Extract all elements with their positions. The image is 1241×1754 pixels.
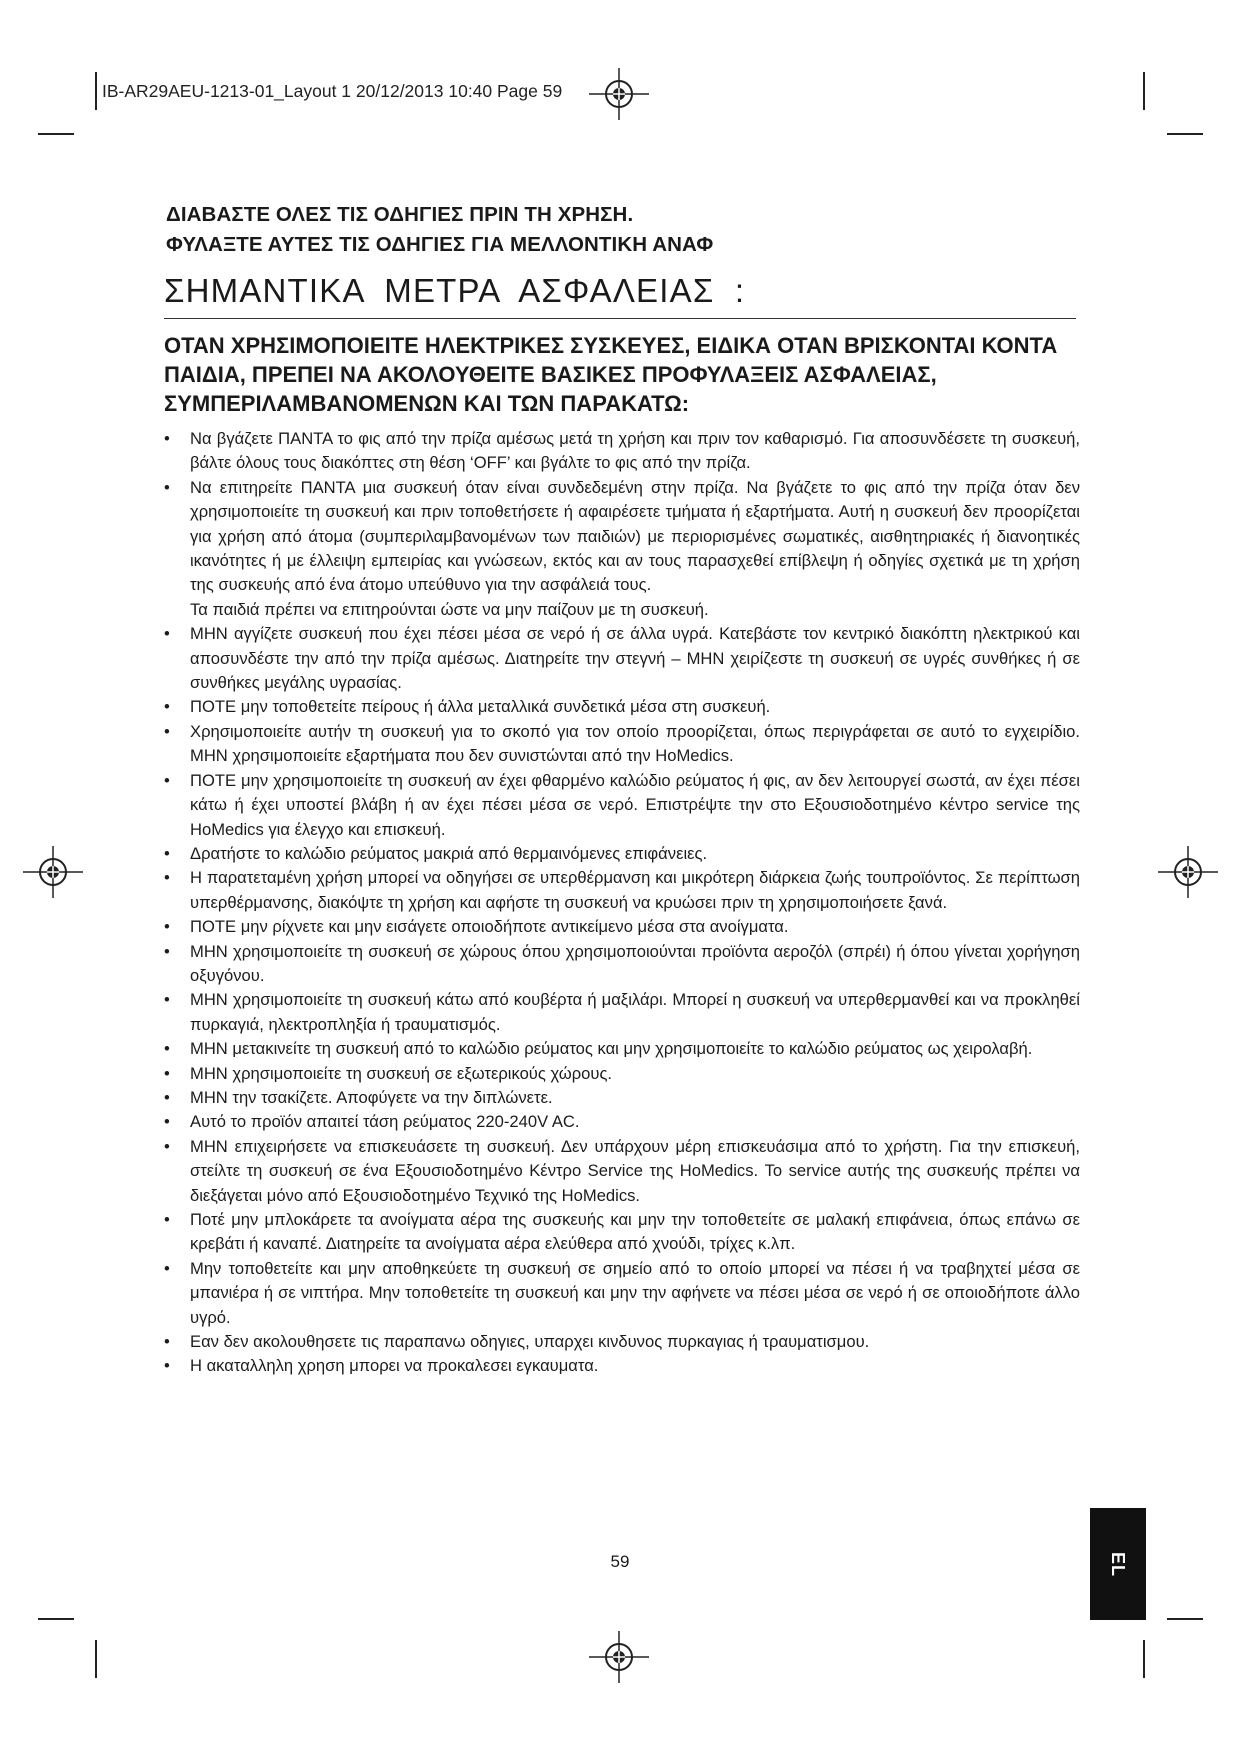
crop-mark: [1167, 1618, 1203, 1620]
page-title: ΣΗΜΑΝΤΙΚΑ ΜΕΤΡΑ ΑΣΦΑΛΕΙΑΣ :: [164, 272, 746, 309]
registration-mark-icon: [23, 842, 83, 902]
list-item: • ΜΗΝ αγγίζετε συσκευή που έχει πέσει μέσα σε νερό ή σε άλλα υγρά. Κατεβάστε τον κεντρικό διακόπτη ηλεκτρικού και αποσυνδέστε την από την πρίζα αμέσως. Διατηρείτε την στεγνή – ΜΗΝ χειρίζεστε τη συσκευή σε υγρές συνθήκες ή σε συνθήκες μεγάλης υγρασίας.: [160, 622, 1080, 695]
registration-mark-icon: [1158, 842, 1218, 902]
list-item: • Αυτό το προϊόν απαιτεί τάση ρεύματος 220-240V AC.: [160, 1110, 1080, 1134]
registration-mark-icon: [589, 64, 649, 124]
list-item: • Η παρατεταμένη χρήση μπορεί να οδηγήσει σε υπερθέρμανση και μικρότερη διάρκεια ζωής τουπροϊόντος. Σε περίπτωση υπερθέρμανσης, διακόψτε τη χρήση και αφήστε τη συσκευή να κρυώσει πριν τη χρησιμοποιήσετε ξανά.: [160, 866, 1080, 915]
print-slug-line: IB-AR29AEU-1213-01_Layout 1 20/12/2013 10:40 Page 59: [102, 81, 563, 101]
crop-mark: [38, 133, 74, 135]
crop-mark: [1143, 1640, 1145, 1678]
safety-sub-heading: ΟΤΑΝ ΧΡΗΣΙΜΟΠΟΙΕΙΤΕ ΗΛΕΚΤΡΙΚΕΣ ΣΥΣΚΕΥΕΣ, ΕΙΔΙΚΑ ΟΤΑΝ ΒΡΙΣΚΟΝΤΑΙ ΚΟΝΤΑ ΠΑΙΔΙΑ, ΠΡΕΠΕΙ ΝΑ ΑΚΟΛΟΥΘΕΙΤΕ ΒΑΣΙΚΕΣ ΠΡΟΦΥΛΑΞΕΙΣ ΑΣΦΑΛΕΙΑΣ, ΣΥΜΠΕΡΙΛΑΜΒΑΝΟΜΕΝΩΝ ΚΑΙ ΤΩΝ ΠΑΡΑΚΑΤΩ:: [164, 333, 1058, 416]
list-item: • Ποτέ μην μπλοκάρετε τα ανοίγματα αέρα της συσκευής και μην την τοποθετείτε σε μαλακή επιφάνεια, όπως επάνω σε κρεβάτι ή καναπέ. Διατηρείτε τα ανοίγματα αέρα ελεύθερα από χνούδι, τρίχες κ.λπ.: [160, 1208, 1080, 1257]
heading-line-2: ΦΥΛΑΞΤΕ ΑΥΤΕΣ ΤΙΣ ΟΔΗΓΙΕΣ ΓΙΑ ΜΕΛΛΟΝΤΙΚΗ ΑΝΑΦ: [166, 233, 714, 256]
heading-line-1: ΔΙΑΒΑΣΤΕ ΟΛΕΣ ΤΙΣ ΟΔΗΓΙΕΣ ΠΡΙΝ ΤΗ ΧΡΗΣΗ.: [166, 203, 634, 226]
crop-mark: [95, 72, 97, 110]
list-item: • ΠΟΤΕ μην τοποθετείτε πείρους ή άλλα μεταλλικά συνδετικά μέσα στη συσκευή.: [160, 695, 1080, 719]
list-item: • Η ακαταλληλη χρηση μπορει να προκαλεσει εγκαυματα.: [160, 1354, 1080, 1378]
list-item: • Να επιτηρείτε ΠΑΝΤΑ μια συσκευή όταν είναι συνδεδεμένη στην πρίζα. Να βγάζετε το φις από την πρίζα όταν δεν χρησιμοποιείτε τη συσκευή και πριν τοποθετήσετε ή αφαιρέσετε τμήματα ή εξαρτήματα. Αυτή η συσκευή δεν προορίζεται για χρήση από άτομα (συμπεριλαμβανομένων των παιδιών) με περιορισμένες σωματικές, αισθητηριακές ή διανοητικές ικανότητες ή με έλλειψη εμπειρίας και γνώσεων, εκτός και αν τους παρασχεθεί επίβλεψη ή οδηγίες σχετικά με τη χρήση της συσκευής από ένα άτομο υπεύθυνο για την ασφάλειά τους.: [160, 476, 1080, 598]
list-item: • ΜΗΝ χρησιμοποιείτε τη συσκευή σε χώρους όπου χρησιμοποιούνται προϊόντα αεροζόλ (σπρέι) ή όπου γίνεται χορήγηση οξυγόνου.: [160, 940, 1080, 989]
language-tab: [1090, 1508, 1146, 1620]
crop-mark: [1143, 72, 1145, 110]
list-item: • Χρησιμοποιείτε αυτήν τη συσκευή για το σκοπό για τον οποίο προορίζεται, όπως περιγράφεται σε αυτό το εγχειρίδιο. ΜΗΝ χρησιμοποιείτε εξαρτήματα που δεν συνιστώνται από την HoMedics.: [160, 720, 1080, 769]
page-number: 59: [610, 1552, 630, 1571]
list-item: • ΜΗΝ μετακινείτε τη συσκευή από το καλώδιο ρεύματος και μην χρησιμοποιείτε το καλώδιο ρεύματος ως χειρολαβή.: [160, 1037, 1080, 1061]
list-item: Τα παιδιά πρέπει να επιτηρούνται ώστε να μην παίζουν με τη συσκευή.: [190, 599, 709, 619]
safety-instructions-list: [160, 427, 1080, 1379]
list-item: • Εαν δεν ακολουθησετε τις παραπανω οδηγιες, υπαρχει κινδυνος πυρκαγιας ή τραυματισμου.: [160, 1330, 1080, 1354]
list-item: • Δρατήστε το καλώδιο ρεύματος μακριά από θερμαινόμενες επιφάνειες.: [160, 842, 1080, 866]
list-item: • ΜΗΝ την τσακίζετε. Αποφύγετε να την διπλώνετε.: [160, 1086, 1080, 1110]
list-item: • ΠΟΤΕ μην χρησιμοποιείτε τη συσκευή αν έχει φθαρμένο καλώδιο ρεύματος ή φις, αν δεν λειτουργεί σωστά, αν έχει πέσει κάτω ή έχει υποστεί βλάβη ή αν έχει πέσει μέσα σε νερό. Επιστρέψτε την στο Εξουσιοδοτημένο κέντρο service της HoMedics για έλεγχο και επισκευή.: [160, 769, 1080, 842]
list-item: • Μην τοποθετείτε και μην αποθηκεύετε τη συσκευή σε σημείο από το οποίο μπορεί να πέσει ή να τραβηχτεί μέσα σε μπανιέρα ή σε νιπτήρα. Μην τοποθετείτε τη συσκευή και μην την αφήνετε να πέσει μέσα σε νερό ή σε οποιοδήποτε άλλο υγρό.: [160, 1257, 1080, 1330]
list-item: • ΜΗΝ χρησιμοποιείτε τη συσκευή σε εξωτερικούς χώρους.: [160, 1062, 1080, 1086]
list-item: • ΜΗΝ χρησιμοποιείτε τη συσκευή κάτω από κουβέρτα ή μαξιλάρι. Μπορεί η συσκευή να υπερθερμανθεί και να προκληθεί πυρκαγιά, ηλεκτροπληξία ή τραυματισμός.: [160, 988, 1080, 1037]
crop-mark: [1167, 133, 1203, 135]
language-tab-label: EL: [1108, 1551, 1129, 1577]
list-item: • Να βγάζετε ΠΑΝΤΑ το φις από την πρίζα αμέσως μετά τη χρήση και πριν τον καθαρισμό. Για αποσυνδέσετε τη συσκευή, βάλτε όλους τους διακόπτες στη θέση ‘OFF’ και βγάλτε το φις από την πρίζα.: [160, 427, 1080, 476]
list-item: • ΜΗΝ επιχειρήσετε να επισκευάσετε τη συσκευή. Δεν υπάρχουν μέρη επισκευάσιμα από το χρήστη. Για την επισκευή, στείλτε τη συσκευή σε ένα Εξουσιοδοτημένο Κέντρο Service της HoMedics. Το service αυτής της συσκευής πρέπει να διεξάγεται μόνο από Εξουσιοδοτημένο Τεχνικό της HoMedics.: [160, 1135, 1080, 1208]
title-divider: [164, 318, 1076, 319]
crop-mark: [95, 1640, 97, 1678]
list-item: • ΠΟΤΕ μην ρίχνετε και μην εισάγετε οποιοδήποτε αντικείμενο μέσα στα ανοίγματα.: [160, 915, 1080, 939]
registration-mark-icon: [589, 1627, 649, 1687]
crop-mark: [38, 1618, 74, 1620]
